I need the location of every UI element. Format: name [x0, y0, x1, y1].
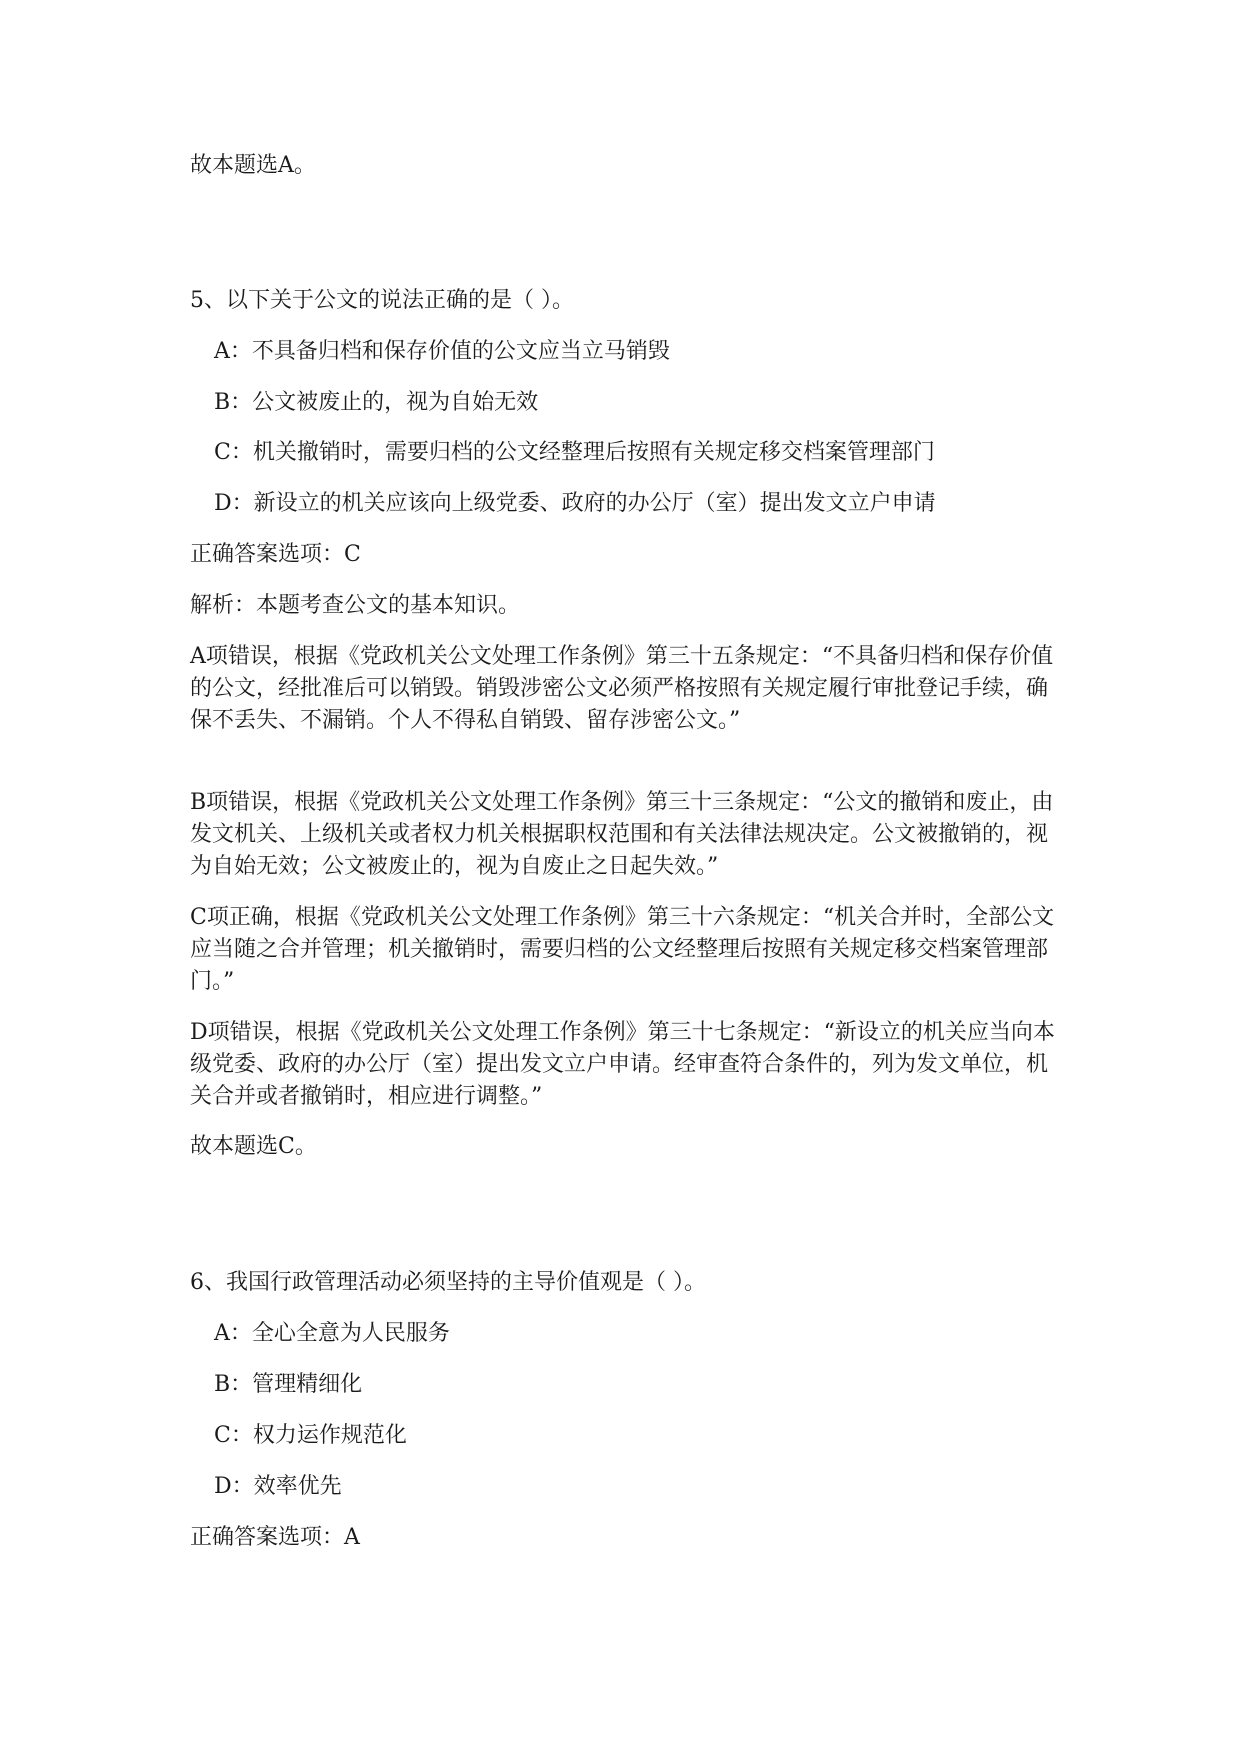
q5-explanation-c: C项正确，根据《党政机关公文处理工作条例》第三十六条规定：“机关合并时，全部公文应当随之合并管理；机关撤销时，需要归档的公文经整理后按照有关规定移交档案管理部门。”: [190, 905, 1055, 994]
q5-conclusion: 故本题选C。: [190, 1134, 317, 1159]
q5-explanation-d: D项错误，根据《党政机关公文处理工作条例》第三十七条规定：“新设立的机关应当向本级党委、政府的办公厅（室）提出发文立户申请。经审查符合条件的，列为发文单位，机关合并或者撤销时，相应进行调整。”: [190, 1020, 1055, 1109]
q5-analysis: 解析：本题考查公文的基本知识。: [190, 593, 521, 618]
q5-question: 5、以下关于公文的说法正确的是（ ）。: [190, 288, 574, 313]
q6-answer: 正确答案选项：A: [190, 1525, 360, 1550]
q6-question: 6、我国行政管理活动必须坚持的主导价值观是（ ）。: [190, 1270, 706, 1295]
q4-conclusion: 故本题选A。: [190, 153, 316, 178]
q5-explanation-b: B项错误，根据《党政机关公文处理工作条例》第三十三条规定：“公文的撤销和废止，由发文机关、上级机关或者权力机关根据职权范围和有关法律法规决定。公文被撤销的，视为自始无效；公文被废止的，视为自废止之日起失效。”: [190, 790, 1054, 879]
q5-answer: 正确答案选项：C: [190, 542, 361, 567]
q5-option-d: D：新设立的机关应该向上级党委、政府的办公厅（室）提出发文立户申请: [214, 491, 936, 516]
q6-option-a: A：全心全意为人民服务: [214, 1321, 450, 1346]
q6-option-b: B：管理精细化: [214, 1372, 363, 1397]
q5-option-c: C：机关撤销时，需要归档的公文经整理后按照有关规定移交档案管理部门: [214, 440, 935, 465]
q6-option-c: C：权力运作规范化: [214, 1423, 407, 1448]
q6-option-d: D：效率优先: [214, 1474, 342, 1499]
q5-explanation-a: A项错误，根据《党政机关公文处理工作条例》第三十五条规定：“不具备归档和保存价值的公文，经批准后可以销毁。销毁涉密公文必须严格按照有关规定履行审批登记手续，确保不丢失、不漏销。个人不得私自销毁、留存涉密公文。”: [190, 644, 1054, 733]
q5-option-b: B：公文被废止的，视为自始无效: [214, 390, 539, 415]
q5-option-a: A：不具备归档和保存价值的公文应当立马销毁: [214, 339, 670, 364]
